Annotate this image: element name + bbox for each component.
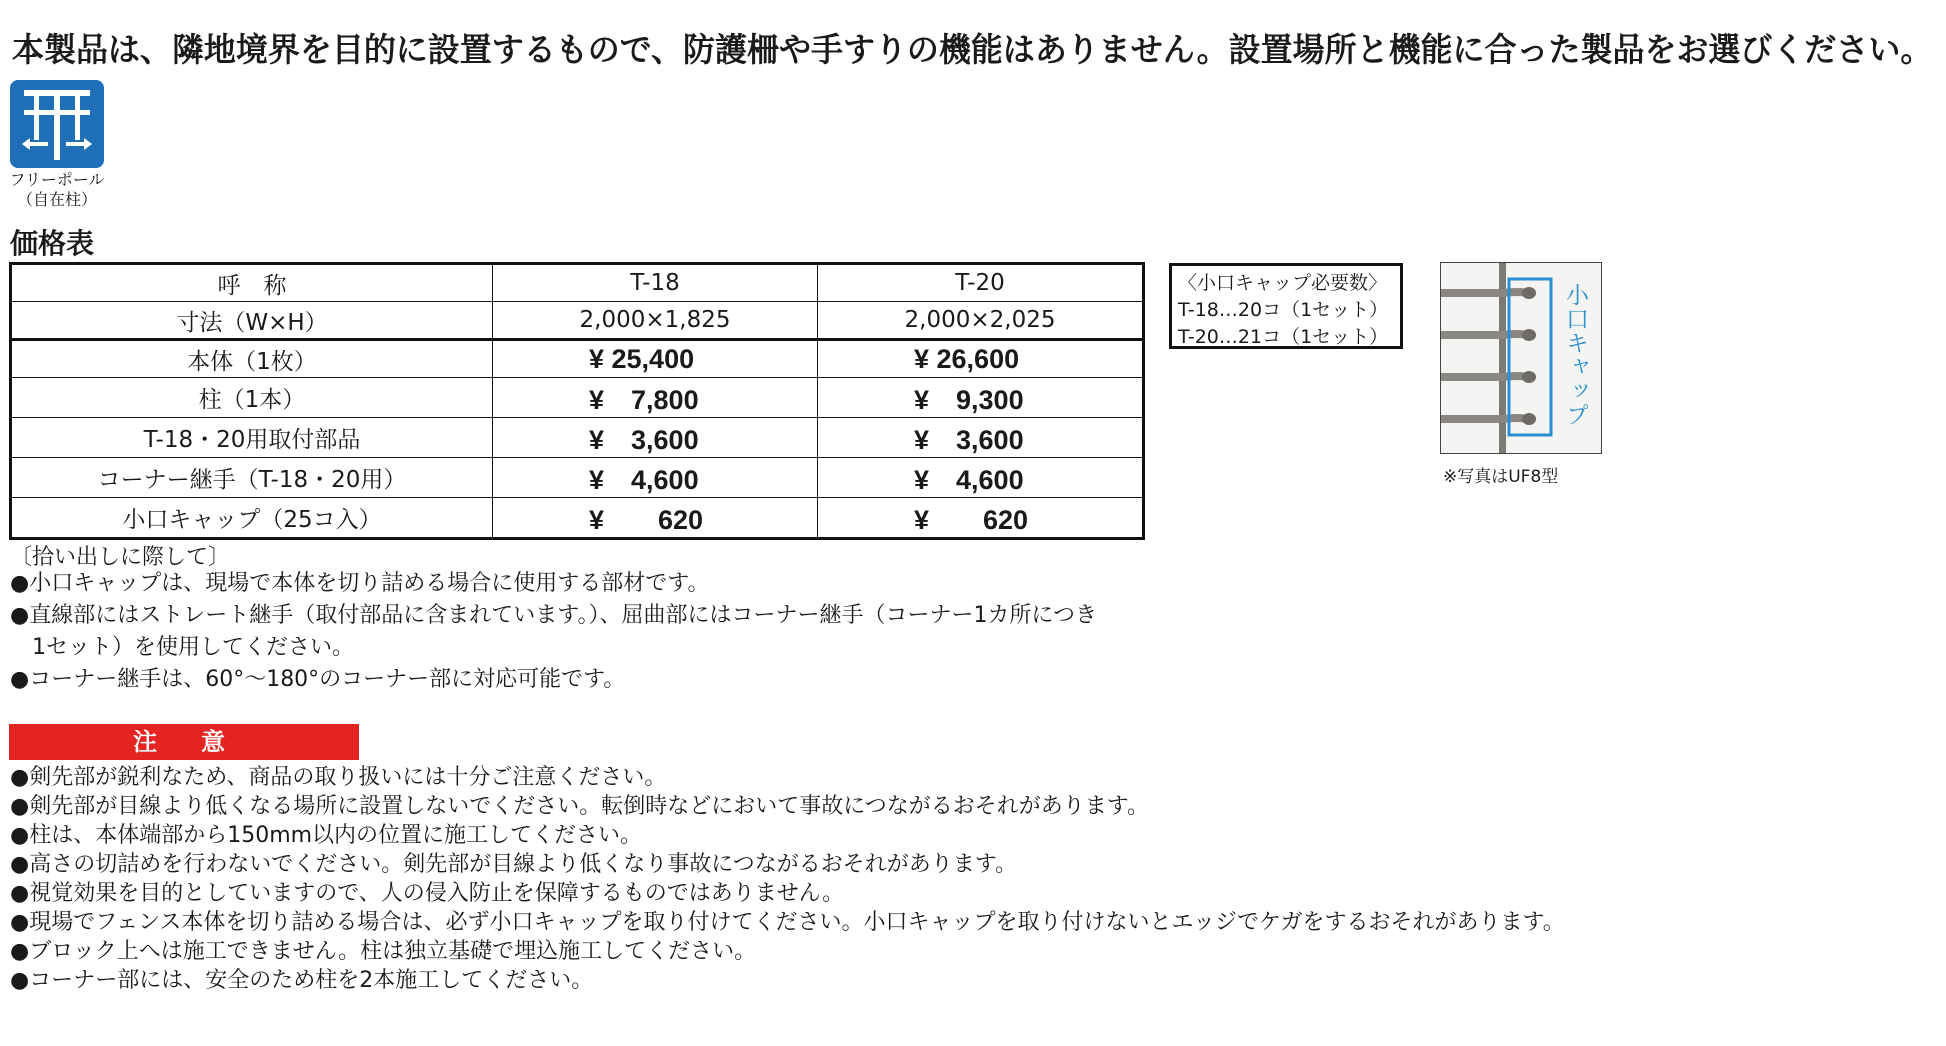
list-item: ●現場でフェンス本体を切り詰める場合は、必ず小口キャップを取り付けてください。小口キャップを取り付けないとエッジでケガをするおそれがあります。 bbox=[10, 910, 1565, 935]
photo-cap-label: 小口キャップ bbox=[1562, 283, 1588, 427]
list-item: ●ブロック上へは施工できません。柱は独立基礎で埋込施工してください。 bbox=[10, 939, 757, 964]
price-table bbox=[9, 262, 1145, 540]
notes-list bbox=[10, 568, 1097, 696]
row-t18-price: ¥ 4,600 bbox=[493, 458, 818, 498]
row-t20-price: ¥ 4,600 bbox=[818, 458, 1144, 498]
table-row bbox=[11, 378, 1144, 418]
size-t20-cell: 2,000×2,025 bbox=[818, 302, 1144, 340]
row-t20-price: ¥ 620 bbox=[818, 498, 1144, 539]
header-t18-cell: T-18 bbox=[493, 264, 818, 302]
row-t20-price: ¥ 3,600 bbox=[818, 418, 1144, 458]
size-label-cell: 寸法（W×H） bbox=[11, 302, 493, 340]
page-headline: 本製品は、隣地境界を目的に設置するもので、防護柵や手すりの機能はありません。設置場所と機能に合った製品をお選びください。 bbox=[12, 30, 1933, 69]
badge-caption-line1: フリーポール bbox=[9, 170, 105, 189]
badge-caption bbox=[0, 170, 114, 210]
table-size-row bbox=[11, 302, 1144, 340]
row-name-cell: コーナー継手（T-18・20用） bbox=[11, 458, 493, 498]
size-t18-cell: 2,000×1,825 bbox=[493, 302, 818, 340]
product-photo bbox=[1440, 262, 1602, 454]
notes-heading: 〔拾い出しに際して〕 bbox=[10, 545, 231, 570]
list-item: ●剣先部が鋭利なため、商品の取り扱いには十分ご注意ください。 bbox=[10, 765, 667, 790]
list-item: ●柱は、本体端部から150mm以内の位置に施工してください。 bbox=[10, 823, 643, 848]
table-row bbox=[11, 418, 1144, 458]
row-t20-price: ¥ 26,600 bbox=[818, 340, 1144, 378]
row-t18-price: ¥ 3,600 bbox=[493, 418, 818, 458]
cap-requirement-box bbox=[1169, 263, 1403, 349]
row-t18-price: ¥ 7,800 bbox=[493, 378, 818, 418]
list-item: ●コーナー継手は、60°～180°のコーナー部に対応可能です。 bbox=[10, 667, 626, 692]
table-header-row bbox=[11, 264, 1144, 302]
table-row bbox=[11, 340, 1144, 378]
list-item: 1セット）を使用してください。 bbox=[10, 635, 354, 660]
list-item: ●高さの切詰めを行わないでください。剣先部が目線より低くなり事故につながるおそれがあります。 bbox=[10, 852, 1017, 877]
row-t20-price: ¥ 9,300 bbox=[818, 378, 1144, 418]
free-pole-icon bbox=[10, 80, 104, 168]
row-name-cell: T-18・20用取付部品 bbox=[11, 418, 493, 458]
row-t18-price: ¥ 25,400 bbox=[493, 340, 818, 378]
list-item: ●コーナー部には、安全のため柱を2本施工してください。 bbox=[10, 968, 594, 993]
cap-box-title: 〈小口キャップ必要数〉 bbox=[1178, 272, 1388, 294]
price-table-title: 価格表 bbox=[10, 227, 95, 260]
list-item: ●直線部にはストレート継手（取付部品に含まれています。）、屈曲部にはコーナー継手（コーナー1カ所につき bbox=[10, 603, 1097, 628]
caution-heading: 注 意 bbox=[9, 724, 359, 760]
list-item: ●小口キャップは、現場で本体を切り詰める場合に使用する部材です。 bbox=[10, 571, 710, 596]
photo-note: ※写真はUF8型 bbox=[1443, 467, 1559, 487]
caution-list bbox=[10, 763, 1565, 995]
list-item: ●剣先部が目線より低くなる場所に設置しないでください。転倒時などにおいて事故につながるおそれがあります。 bbox=[10, 794, 1150, 819]
row-name-cell: 本体（1枚） bbox=[11, 340, 493, 378]
header-t20-cell: T-20 bbox=[818, 264, 1144, 302]
list-item: ●視覚効果を目的としていますので、人の侵入防止を保障するものではありません。 bbox=[10, 881, 845, 906]
badge-caption-line2: （自在柱） bbox=[16, 190, 97, 209]
cap-box-line-t18: T-18…20コ（1セット） bbox=[1178, 299, 1389, 321]
free-pole-badge bbox=[10, 80, 104, 168]
table-row bbox=[11, 498, 1144, 539]
row-t18-price: ¥ 620 bbox=[493, 498, 818, 539]
row-name-cell: 小口キャップ（25コ入） bbox=[11, 498, 493, 539]
table-row bbox=[11, 458, 1144, 498]
cap-box-line-t20: T-20…21コ（1セット） bbox=[1178, 326, 1389, 348]
header-name-cell: 呼 称 bbox=[11, 264, 493, 302]
row-name-cell: 柱（1本） bbox=[11, 378, 493, 418]
